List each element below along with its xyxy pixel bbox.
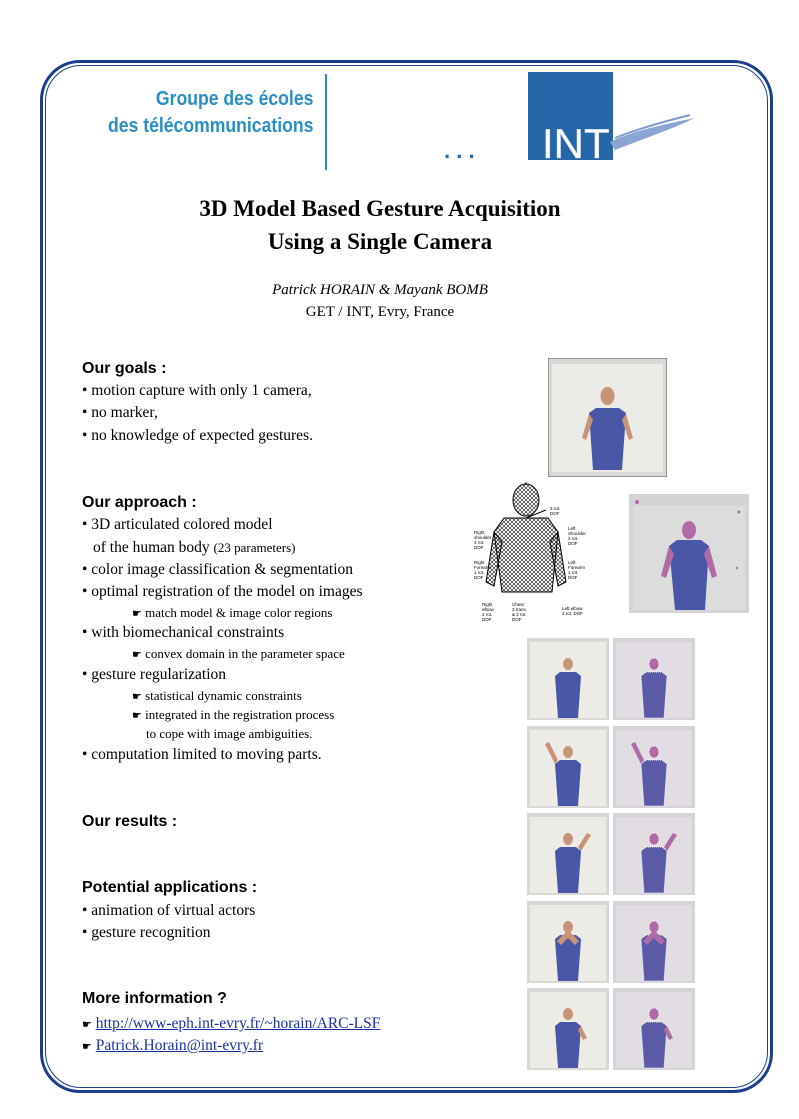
logo-dots: . . .	[444, 138, 475, 163]
segmentation-image	[629, 494, 749, 613]
result-frame-registration	[613, 988, 695, 1070]
result-frame-photo	[527, 638, 609, 720]
authors: Patrick HORAIN & Mayank BOMB	[272, 282, 488, 298]
application-item: • gesture recognition	[82, 924, 211, 941]
more-info-email-row	[82, 1037, 263, 1055]
model-label-left-forearm: Left Forearm 1 rot. DOF	[568, 560, 586, 580]
approach-subitem-text: statistical dynamic constraints	[145, 688, 302, 703]
model-label-right-elbow: Right elbow 2 rot. DOF	[482, 602, 494, 622]
application-item: • animation of virtual actors	[82, 902, 256, 919]
pointing-hand-icon: ☛	[82, 1041, 92, 1053]
logo-text: INT	[542, 120, 610, 165]
approach-item-text: of the human body	[93, 539, 210, 556]
project-url-link[interactable]: http://www-eph.int-evry.fr/~horain/ARC-LSF	[95, 1015, 381, 1032]
school-line-1: Groupe des écoles	[155, 88, 313, 110]
goals-heading: Our goals :	[82, 360, 167, 377]
approach-subitem	[132, 646, 345, 662]
model-label-left-shoulder: Left Shoulder 3 rot. DOF	[568, 526, 587, 546]
result-frame-photo	[527, 726, 609, 808]
approach-subitem-text: convex domain in the parameter space	[145, 646, 345, 661]
result-frame-photo	[527, 988, 609, 1070]
model-label-chest: Chest 3 trans. & 3 rot. DOF	[512, 602, 528, 622]
model-label-top: 3 rot. DOF	[550, 506, 561, 516]
approach-item: • 3D articulated colored model	[82, 516, 273, 533]
approach-subitem-text: to cope with image ambiguities.	[146, 726, 313, 741]
goal-item: • no marker,	[82, 404, 158, 421]
goal-item: • motion capture with only 1 camera,	[82, 382, 312, 399]
approach-item: • gesture regularization	[82, 666, 227, 683]
results-heading: Our results :	[82, 813, 178, 830]
approach-item: • with biomechanical constraints	[82, 624, 285, 641]
approach-subitem-text: match model & image color regions	[145, 605, 333, 620]
approach-item: • computation limited to moving parts.	[82, 746, 322, 763]
title-line-1: 3D Model Based Gesture Acquisition	[199, 196, 561, 221]
result-frame-registration	[613, 901, 695, 983]
contact-email-link[interactable]: Patrick.Horain@int-evry.fr	[95, 1037, 264, 1054]
result-frame-registration	[613, 813, 695, 895]
approach-subitem	[132, 707, 334, 723]
more-info-heading: More information ?	[82, 990, 227, 1007]
model-label-left-elbow: Left elbow 2 rot. DOF	[562, 606, 584, 616]
header-divider	[325, 74, 327, 170]
approach-item	[93, 539, 295, 557]
result-frame-photo	[527, 901, 609, 983]
model-label-right-forearm: Right Forearm 1 rot. DOF	[474, 560, 492, 580]
result-frame-registration	[613, 726, 695, 808]
approach-item: • color image classification & segmentation	[82, 561, 354, 578]
pointing-hand-icon: ☛	[82, 1019, 92, 1031]
int-logo	[440, 70, 700, 165]
approach-item-note: (23 parameters)	[213, 540, 296, 555]
pointing-hand-icon: ☛	[132, 710, 142, 722]
school-name	[108, 86, 313, 140]
pointing-hand-icon: ☛	[132, 649, 142, 661]
result-frame-photo	[527, 813, 609, 895]
applications-heading: Potential applications :	[82, 879, 258, 896]
pointing-hand-icon: ☛	[132, 691, 142, 703]
approach-subitem	[132, 688, 302, 704]
approach-subitem	[132, 605, 333, 621]
goals-photo	[548, 358, 667, 477]
model-label-right-shoulder: Right shoulder 3 rot. DOF	[474, 530, 492, 550]
title-line-2: Using a Single Camera	[267, 229, 493, 254]
more-info-url-row	[82, 1015, 380, 1033]
articulated-model-diagram	[472, 482, 600, 632]
pointing-hand-icon: ☛	[132, 608, 142, 620]
approach-heading: Our approach :	[82, 494, 197, 511]
approach-subitem-text: integrated in the registration process	[145, 707, 335, 722]
goal-item: • no knowledge of expected gestures.	[82, 427, 313, 444]
result-frame-registration	[613, 638, 695, 720]
approach-item: • optimal registration of the model on images	[82, 583, 363, 600]
affiliation: GET / INT, Evry, France	[305, 304, 455, 320]
school-line-2: des télécommunications	[107, 115, 313, 137]
